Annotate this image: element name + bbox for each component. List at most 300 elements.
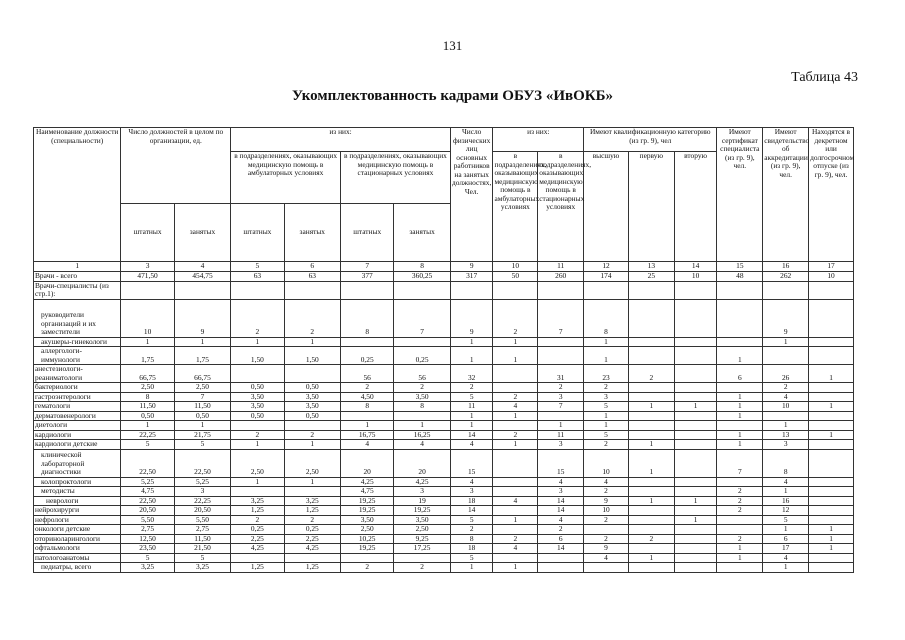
cell-value [674, 506, 717, 516]
cell-value [809, 477, 854, 487]
cell-value: 10 [763, 402, 809, 412]
row-name: руководители организаций и их заместители [34, 299, 121, 337]
column-number: 12 [584, 262, 629, 272]
cell-value: 1 [717, 402, 763, 412]
cell-value: 5,25 [121, 477, 174, 487]
cell-value: 2 [450, 525, 493, 535]
cell-value [538, 563, 584, 573]
cell-value: 4 [493, 402, 538, 412]
cell-value: 1 [628, 496, 674, 506]
cell-value: 8 [584, 299, 629, 337]
cell-value: 14 [538, 544, 584, 554]
cell-value: 1 [284, 477, 341, 487]
cell-value: 2 [584, 440, 629, 450]
table-row [34, 496, 854, 506]
cell-value: 2 [717, 496, 763, 506]
cell-value: 8 [763, 449, 809, 477]
cell-value: 2,50 [284, 449, 341, 477]
cell-value: 377 [341, 271, 394, 281]
column-number: 11 [538, 262, 584, 272]
cell-value: 1 [394, 421, 451, 431]
cell-value: 5 [450, 392, 493, 402]
header-occupied: занятых [174, 204, 231, 262]
cell-value: 2 [763, 383, 809, 393]
cell-value: 4,25 [341, 477, 394, 487]
cell-value: 2,50 [394, 525, 451, 535]
cell-value: 50 [493, 271, 538, 281]
cell-value: 1 [628, 449, 674, 477]
row-name: онкологи детские [34, 525, 121, 535]
cell-value [538, 281, 584, 299]
cell-value [493, 525, 538, 535]
cell-value [493, 281, 538, 299]
cell-value: 2 [584, 515, 629, 525]
cell-value [763, 281, 809, 299]
cell-value: 1 [628, 402, 674, 412]
cell-value: 6 [763, 534, 809, 544]
cell-value: 3,25 [231, 496, 284, 506]
cell-value [628, 515, 674, 525]
cell-value: 22,50 [121, 496, 174, 506]
header-persons-outpatient: в подразделениях, оказывающих медицинскую помощь в амбулаторных условиях [493, 152, 538, 262]
row-name: кардиологи [34, 430, 121, 440]
cell-value: 0,25 [284, 525, 341, 535]
cell-value [674, 365, 717, 383]
cell-value [674, 544, 717, 554]
table-body [34, 271, 854, 572]
column-number: 7 [341, 262, 394, 272]
cell-value: 5 [450, 515, 493, 525]
cell-value [628, 477, 674, 487]
cell-value: 2 [493, 534, 538, 544]
cell-value: 2 [717, 506, 763, 516]
cell-value [674, 299, 717, 337]
column-number: 15 [717, 262, 763, 272]
cell-value: 1 [717, 440, 763, 450]
cell-value: 260 [538, 271, 584, 281]
cell-value: 20 [394, 449, 451, 477]
cell-value [717, 281, 763, 299]
cell-value: 8 [450, 534, 493, 544]
cell-value: 6 [538, 534, 584, 544]
cell-value [493, 506, 538, 516]
cell-value: 2 [717, 487, 763, 497]
cell-value: 63 [231, 271, 284, 281]
cell-value [493, 383, 538, 393]
table-row [34, 402, 854, 412]
cell-value [674, 477, 717, 487]
cell-value: 18 [450, 544, 493, 554]
table-row [34, 421, 854, 431]
cell-value: 3 [174, 487, 231, 497]
cell-value: 1 [809, 544, 854, 554]
cell-value: 2 [341, 383, 394, 393]
cell-value: 4,25 [284, 544, 341, 554]
cell-value: 7 [538, 299, 584, 337]
cell-value [628, 411, 674, 421]
row-name: клинической лабораторной диагностики [34, 449, 121, 477]
cell-value: 4,25 [231, 544, 284, 554]
cell-value [674, 525, 717, 535]
cell-value [341, 281, 394, 299]
cell-value: 0,25 [231, 525, 284, 535]
cell-value: 2 [341, 563, 394, 573]
cell-value: 10 [674, 271, 717, 281]
cell-value: 3,50 [394, 515, 451, 525]
cell-value [809, 440, 854, 450]
cell-value: 1 [717, 347, 763, 365]
cell-value: 13 [763, 430, 809, 440]
cell-value [717, 337, 763, 347]
cell-value: 174 [584, 271, 629, 281]
cell-value: 5 [174, 440, 231, 450]
cell-value [628, 347, 674, 365]
cell-value: 4 [584, 477, 629, 487]
header-leave: Находятся в декретном или долгосрочном отпуске (из гр. 9), чел. [809, 128, 854, 262]
cell-value: 1,75 [174, 347, 231, 365]
cell-value: 19 [394, 496, 451, 506]
cell-value: 16,75 [341, 430, 394, 440]
header-occupied: занятых [284, 204, 341, 262]
cell-value [674, 440, 717, 450]
cell-value: 1 [763, 337, 809, 347]
cell-value: 16,25 [394, 430, 451, 440]
cell-value: 1 [717, 392, 763, 402]
cell-value: 2 [628, 365, 674, 383]
cell-value: 7 [394, 299, 451, 337]
table-row [34, 392, 854, 402]
cell-value: 5,25 [174, 477, 231, 487]
table-row [34, 440, 854, 450]
cell-value [674, 337, 717, 347]
cell-value: 1,25 [231, 506, 284, 516]
header-outpatient: в подразделениях, оказывающих медицинскую помощь в амбулаторных условиях [231, 152, 341, 204]
cell-value: 1 [763, 487, 809, 497]
cell-value: 2 [231, 430, 284, 440]
cell-value [450, 281, 493, 299]
cell-value [809, 337, 854, 347]
row-name: Врачи-специалисты (из стр.1): [34, 281, 121, 299]
cell-value [809, 347, 854, 365]
cell-value: 11 [450, 402, 493, 412]
cell-value: 1 [584, 421, 629, 431]
row-name: педиатры, всего [34, 563, 121, 573]
cell-value: 12,50 [121, 534, 174, 544]
cell-value [628, 563, 674, 573]
cell-value [231, 487, 284, 497]
row-name: Врачи - всего [34, 271, 121, 281]
cell-value: 31 [538, 365, 584, 383]
cell-value: 19,25 [341, 506, 394, 516]
cell-value: 8 [341, 402, 394, 412]
table-row [34, 506, 854, 516]
cell-value: 10 [809, 271, 854, 281]
cell-value: 1 [674, 515, 717, 525]
cell-value: 5 [121, 553, 174, 563]
cell-value [493, 487, 538, 497]
cell-value: 9,25 [394, 534, 451, 544]
cell-value: 8 [121, 392, 174, 402]
cell-value: 2 [284, 430, 341, 440]
cell-value: 1 [284, 337, 341, 347]
cell-value: 4 [341, 440, 394, 450]
table-row [34, 553, 854, 563]
cell-value: 19,25 [341, 496, 394, 506]
cell-value: 9 [450, 299, 493, 337]
cell-value [717, 383, 763, 393]
cell-value: 1,75 [121, 347, 174, 365]
cell-value: 0,25 [394, 347, 451, 365]
header-staff: штатных [121, 204, 174, 262]
cell-value: 1 [493, 515, 538, 525]
cell-value: 2 [394, 383, 451, 393]
cell-value: 48 [717, 271, 763, 281]
table-row [34, 430, 854, 440]
cell-value: 14 [538, 496, 584, 506]
row-name: неврологи [34, 496, 121, 506]
cell-value [809, 421, 854, 431]
cell-value [628, 299, 674, 337]
row-name: кардиологи детские [34, 440, 121, 450]
header-qualification: Имеют квалификационную категорию (из гр. 9), чел [584, 128, 717, 152]
cell-value: 1 [493, 347, 538, 365]
cell-value: 18 [450, 496, 493, 506]
cell-value: 23 [584, 365, 629, 383]
table-row [34, 534, 854, 544]
table-row [34, 563, 854, 573]
cell-value: 1 [231, 337, 284, 347]
cell-value: 0,50 [284, 411, 341, 421]
column-number: 14 [674, 262, 717, 272]
table-row [34, 411, 854, 421]
cell-value: 2,50 [231, 449, 284, 477]
cell-value: 2,50 [341, 525, 394, 535]
table-row [34, 487, 854, 497]
row-name: патологоанатомы [34, 553, 121, 563]
cell-value [628, 383, 674, 393]
cell-value: 1,25 [284, 506, 341, 516]
table-row [34, 337, 854, 347]
cell-value: 8 [341, 299, 394, 337]
cell-value: 2 [450, 383, 493, 393]
cell-value: 1 [809, 534, 854, 544]
cell-value [809, 449, 854, 477]
cell-value: 1 [809, 430, 854, 440]
cell-value: 19,25 [341, 544, 394, 554]
cell-value: 11,50 [174, 534, 231, 544]
cell-value: 5 [121, 440, 174, 450]
header-persons: Число физических лиц основных работников на занятых должностях, Чел. [450, 128, 493, 262]
cell-value: 2 [584, 383, 629, 393]
cell-value: 2,75 [121, 525, 174, 535]
cell-value: 2 [284, 299, 341, 337]
cell-value: 1 [493, 411, 538, 421]
row-name: гастроэнтерологи [34, 392, 121, 402]
cell-value [674, 421, 717, 431]
cell-value [674, 487, 717, 497]
cell-value: 15 [538, 449, 584, 477]
cell-value [717, 421, 763, 431]
column-number: 4 [174, 262, 231, 272]
header-certificate: Имеют сертификат специалиста (из гр. 9), чел. [717, 128, 763, 262]
cell-value: 3,25 [284, 496, 341, 506]
cell-value: 22,25 [121, 430, 174, 440]
cell-value [538, 553, 584, 563]
row-name: офтальмологи [34, 544, 121, 554]
cell-value: 3,50 [284, 392, 341, 402]
cell-value [493, 477, 538, 487]
cell-value: 1 [493, 337, 538, 347]
cell-value: 7 [538, 402, 584, 412]
cell-value: 4,75 [121, 487, 174, 497]
cell-value: 1,50 [231, 347, 284, 365]
cell-value: 21,75 [174, 430, 231, 440]
cell-value [493, 421, 538, 431]
row-name: оториноларингологи [34, 534, 121, 544]
cell-value [231, 421, 284, 431]
cell-value [231, 365, 284, 383]
cell-value [717, 525, 763, 535]
header-occupied: занятых [394, 204, 451, 262]
column-number: 6 [284, 262, 341, 272]
cell-value [284, 281, 341, 299]
cell-value: 10 [121, 299, 174, 337]
cell-value: 1 [450, 421, 493, 431]
cell-value: 2,50 [121, 383, 174, 393]
cell-value: 3 [394, 487, 451, 497]
cell-value: 4 [763, 392, 809, 402]
cell-value: 10,25 [341, 534, 394, 544]
cell-value: 9 [584, 496, 629, 506]
cell-value [628, 421, 674, 431]
cell-value: 66,75 [174, 365, 231, 383]
column-number-row [34, 262, 854, 272]
cell-value: 0,50 [231, 411, 284, 421]
cell-value: 1 [450, 347, 493, 365]
cell-value: 4,25 [394, 477, 451, 487]
cell-value: 9 [763, 299, 809, 337]
cell-value [809, 563, 854, 573]
cell-value: 1 [763, 563, 809, 573]
cell-value [628, 544, 674, 554]
cell-value [538, 347, 584, 365]
table-row [34, 477, 854, 487]
cell-value: 63 [284, 271, 341, 281]
cell-value: 3 [538, 440, 584, 450]
cell-value: 66,75 [121, 365, 174, 383]
table-row [34, 525, 854, 535]
cell-value: 4 [493, 544, 538, 554]
cell-value: 4 [538, 477, 584, 487]
table-row [34, 281, 854, 299]
cell-value: 7 [717, 449, 763, 477]
cell-value: 3,25 [121, 563, 174, 573]
cell-value: 10 [584, 449, 629, 477]
cell-value: 1,50 [284, 347, 341, 365]
cell-value: 1 [231, 440, 284, 450]
cell-value: 1 [717, 544, 763, 554]
table-row [34, 449, 854, 477]
cell-value: 5,50 [121, 515, 174, 525]
cell-value: 2 [717, 534, 763, 544]
cell-value: 2 [584, 487, 629, 497]
cell-value [493, 449, 538, 477]
cell-value: 3,50 [231, 392, 284, 402]
cell-value: 4 [763, 477, 809, 487]
cell-value: 3 [450, 487, 493, 497]
cell-value: 1 [174, 337, 231, 347]
header-accreditation: Имеют свидетельство об аккредитации (из гр. 9), чел. [763, 128, 809, 262]
column-number: 9 [450, 262, 493, 272]
cell-value: 2 [493, 430, 538, 440]
cell-value: 1 [717, 430, 763, 440]
cell-value [584, 281, 629, 299]
cell-value: 9 [174, 299, 231, 337]
cell-value: 2 [493, 299, 538, 337]
cell-value: 0,25 [341, 347, 394, 365]
cell-value: 4 [394, 440, 451, 450]
cell-value: 4 [584, 553, 629, 563]
row-name: бактериологи [34, 383, 121, 393]
cell-value: 25 [628, 271, 674, 281]
cell-value: 1 [584, 337, 629, 347]
cell-value [809, 496, 854, 506]
cell-value: 0,50 [231, 383, 284, 393]
cell-value: 56 [341, 365, 394, 383]
cell-value: 360,25 [394, 271, 451, 281]
cell-value: 1 [121, 421, 174, 431]
cell-value: 20 [341, 449, 394, 477]
cell-value: 4,50 [341, 392, 394, 402]
row-name: анестезиологи-реаниматологи [34, 365, 121, 383]
table-row [34, 515, 854, 525]
cell-value: 1 [493, 440, 538, 450]
row-name: методисты [34, 487, 121, 497]
cell-value: 3,50 [231, 402, 284, 412]
cell-value: 471,50 [121, 271, 174, 281]
cell-value [584, 563, 629, 573]
cell-value [717, 299, 763, 337]
cell-value: 15 [450, 449, 493, 477]
cell-value: 11,50 [174, 402, 231, 412]
row-name: диетологи [34, 421, 121, 431]
cell-value: 1 [174, 421, 231, 431]
cell-value: 317 [450, 271, 493, 281]
cell-value [717, 515, 763, 525]
column-number: 13 [628, 262, 674, 272]
cell-value: 1 [450, 411, 493, 421]
column-number: 3 [121, 262, 174, 272]
cell-value: 1 [717, 411, 763, 421]
cell-value: 1 [450, 563, 493, 573]
cell-value: 16 [763, 496, 809, 506]
row-name: нефрологи [34, 515, 121, 525]
cell-value [674, 430, 717, 440]
cell-value [231, 281, 284, 299]
cell-value: 262 [763, 271, 809, 281]
cell-value: 6 [717, 365, 763, 383]
cell-value: 8 [394, 402, 451, 412]
cell-value: 1 [809, 525, 854, 535]
cell-value: 0,50 [121, 411, 174, 421]
cell-value: 1,25 [284, 563, 341, 573]
cell-value: 2 [231, 299, 284, 337]
cell-value [394, 337, 451, 347]
cell-value: 4 [450, 477, 493, 487]
cell-value [809, 487, 854, 497]
cell-value: 11,50 [121, 402, 174, 412]
cell-value: 22,50 [174, 449, 231, 477]
